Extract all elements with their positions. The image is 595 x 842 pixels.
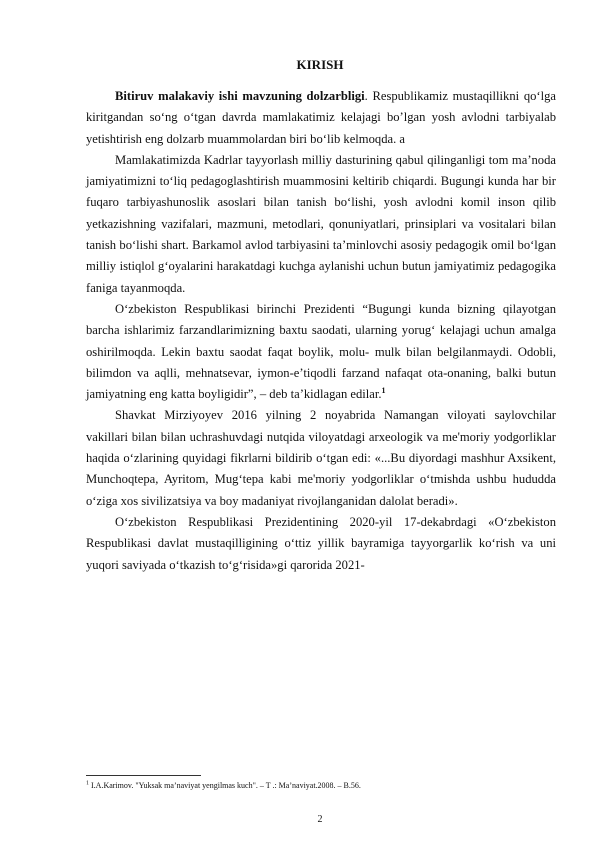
page-title: KIRISH — [296, 57, 344, 72]
footnote-reference[interactable]: 1 — [381, 385, 386, 395]
paragraph-presidential-decree: O‘zbekiston Respublikasi Prezidentining 2020-yil 17-dekabrdagi «O‘zbekiston Respublikasi davlat mustaqilligining o‘ttiz yillik bayramiga tayyorgarlik ko‘rish va uni yuqori saviyada o‘tkazish to‘g‘risida»gi qarorida 2021- — [86, 514, 556, 572]
footnote-divider — [86, 775, 201, 776]
paragraph-lead-bold: Bitiruv malakaviy ishi mavzuning dolzarbligi — [115, 89, 365, 103]
document-body — [86, 86, 556, 576]
paragraph-first-president-quote — [86, 299, 556, 405]
footnote-text: I.A.Karimov. "Yuksak ma’naviyat yengilmas kuch". – T .: Ma’naviyat.2008. – B.56. — [89, 781, 361, 790]
paragraph-relevance — [86, 86, 556, 150]
paragraph-text: O‘zbekiston Respublikasi birinchi Prezidenti “Bugungi kunda bizning qilayotgan barcha ishlarimiz farzandlarimizning baxtu saodati, ularning yorug‘ kelajagi uchun amalga oshirilmoqda. Lekin baxtu saodat faqat boylik, molu- mulk bilan belgilanmaydi. Odobli, bilimdon va aqlli, mehnatsevar, iymon-e’tiqodli farzand nafaqat ota-onaning, balki butun jamiyatning eng katta boyligidir”, – deb ta’kidlagan edilar. — [86, 301, 556, 402]
paragraph-cadres-program: Mamlakatimizda Kadrlar tayyorlash milliy dasturining qabul qilinganligi tom ma’noda jamiyatimizni to‘liq pedagoglashtirish muammosini keltirib chiqardi. Bugungi kunda har bir fuqaro tarbiyashunoslik asoslari bilan tanish bo‘lishi, yosh avlodni komil inson qilib yetkazishning vazifalari, mazmuni, metodlari, qonuniyatlari, prinsiplari va vositalari bilan tanish bo‘lishi shart. Barkamol avlod tarbiyasini ta’minlovchi asosiy pedagogik omil bo‘lgan milliy istiqlol g‘oyalarini harakatdagi kuchga aylanishi uchun butun jamiyatimiz pedagogika faniga tayanmoqda. — [86, 152, 556, 295]
page-number: 2 — [317, 814, 323, 825]
footnote — [86, 781, 556, 791]
paragraph-mirziyoyev-speech: Shavkat Mirziyoyev 2016 yilning 2 noyabrida Namangan viloyati saylovchilar vakillari bilan bilan uchrashuvdagi nutqida viloyatdagi arxeologik va me'moriy yodgorliklar haqida o‘zlarining quyidagi fikrlarni bildirib o‘tgan edi: «...Bu diyordagi mashhur Axsikent, Munchoqtepa, Ayritom, Mug‘tepa kabi me'moriy yodgorliklar o‘tmishda ushbu hududda o‘ziga xos sivilizatsiya va boy madaniyat rivojlanganidan dalolat beradi». — [86, 408, 556, 508]
footnote-number: 1 — [86, 780, 89, 787]
paragraph-text: . Respublikamiz mustaqillikni qo‘lga kiritgandan so‘ng o‘tgan davrda mamlakatimiz kelajagi bo’lgan yosh avlodni tarbiyalab yetishtirish eng dolzarb muammolardan biri bo‘lib kelmoqda. a — [86, 89, 556, 146]
